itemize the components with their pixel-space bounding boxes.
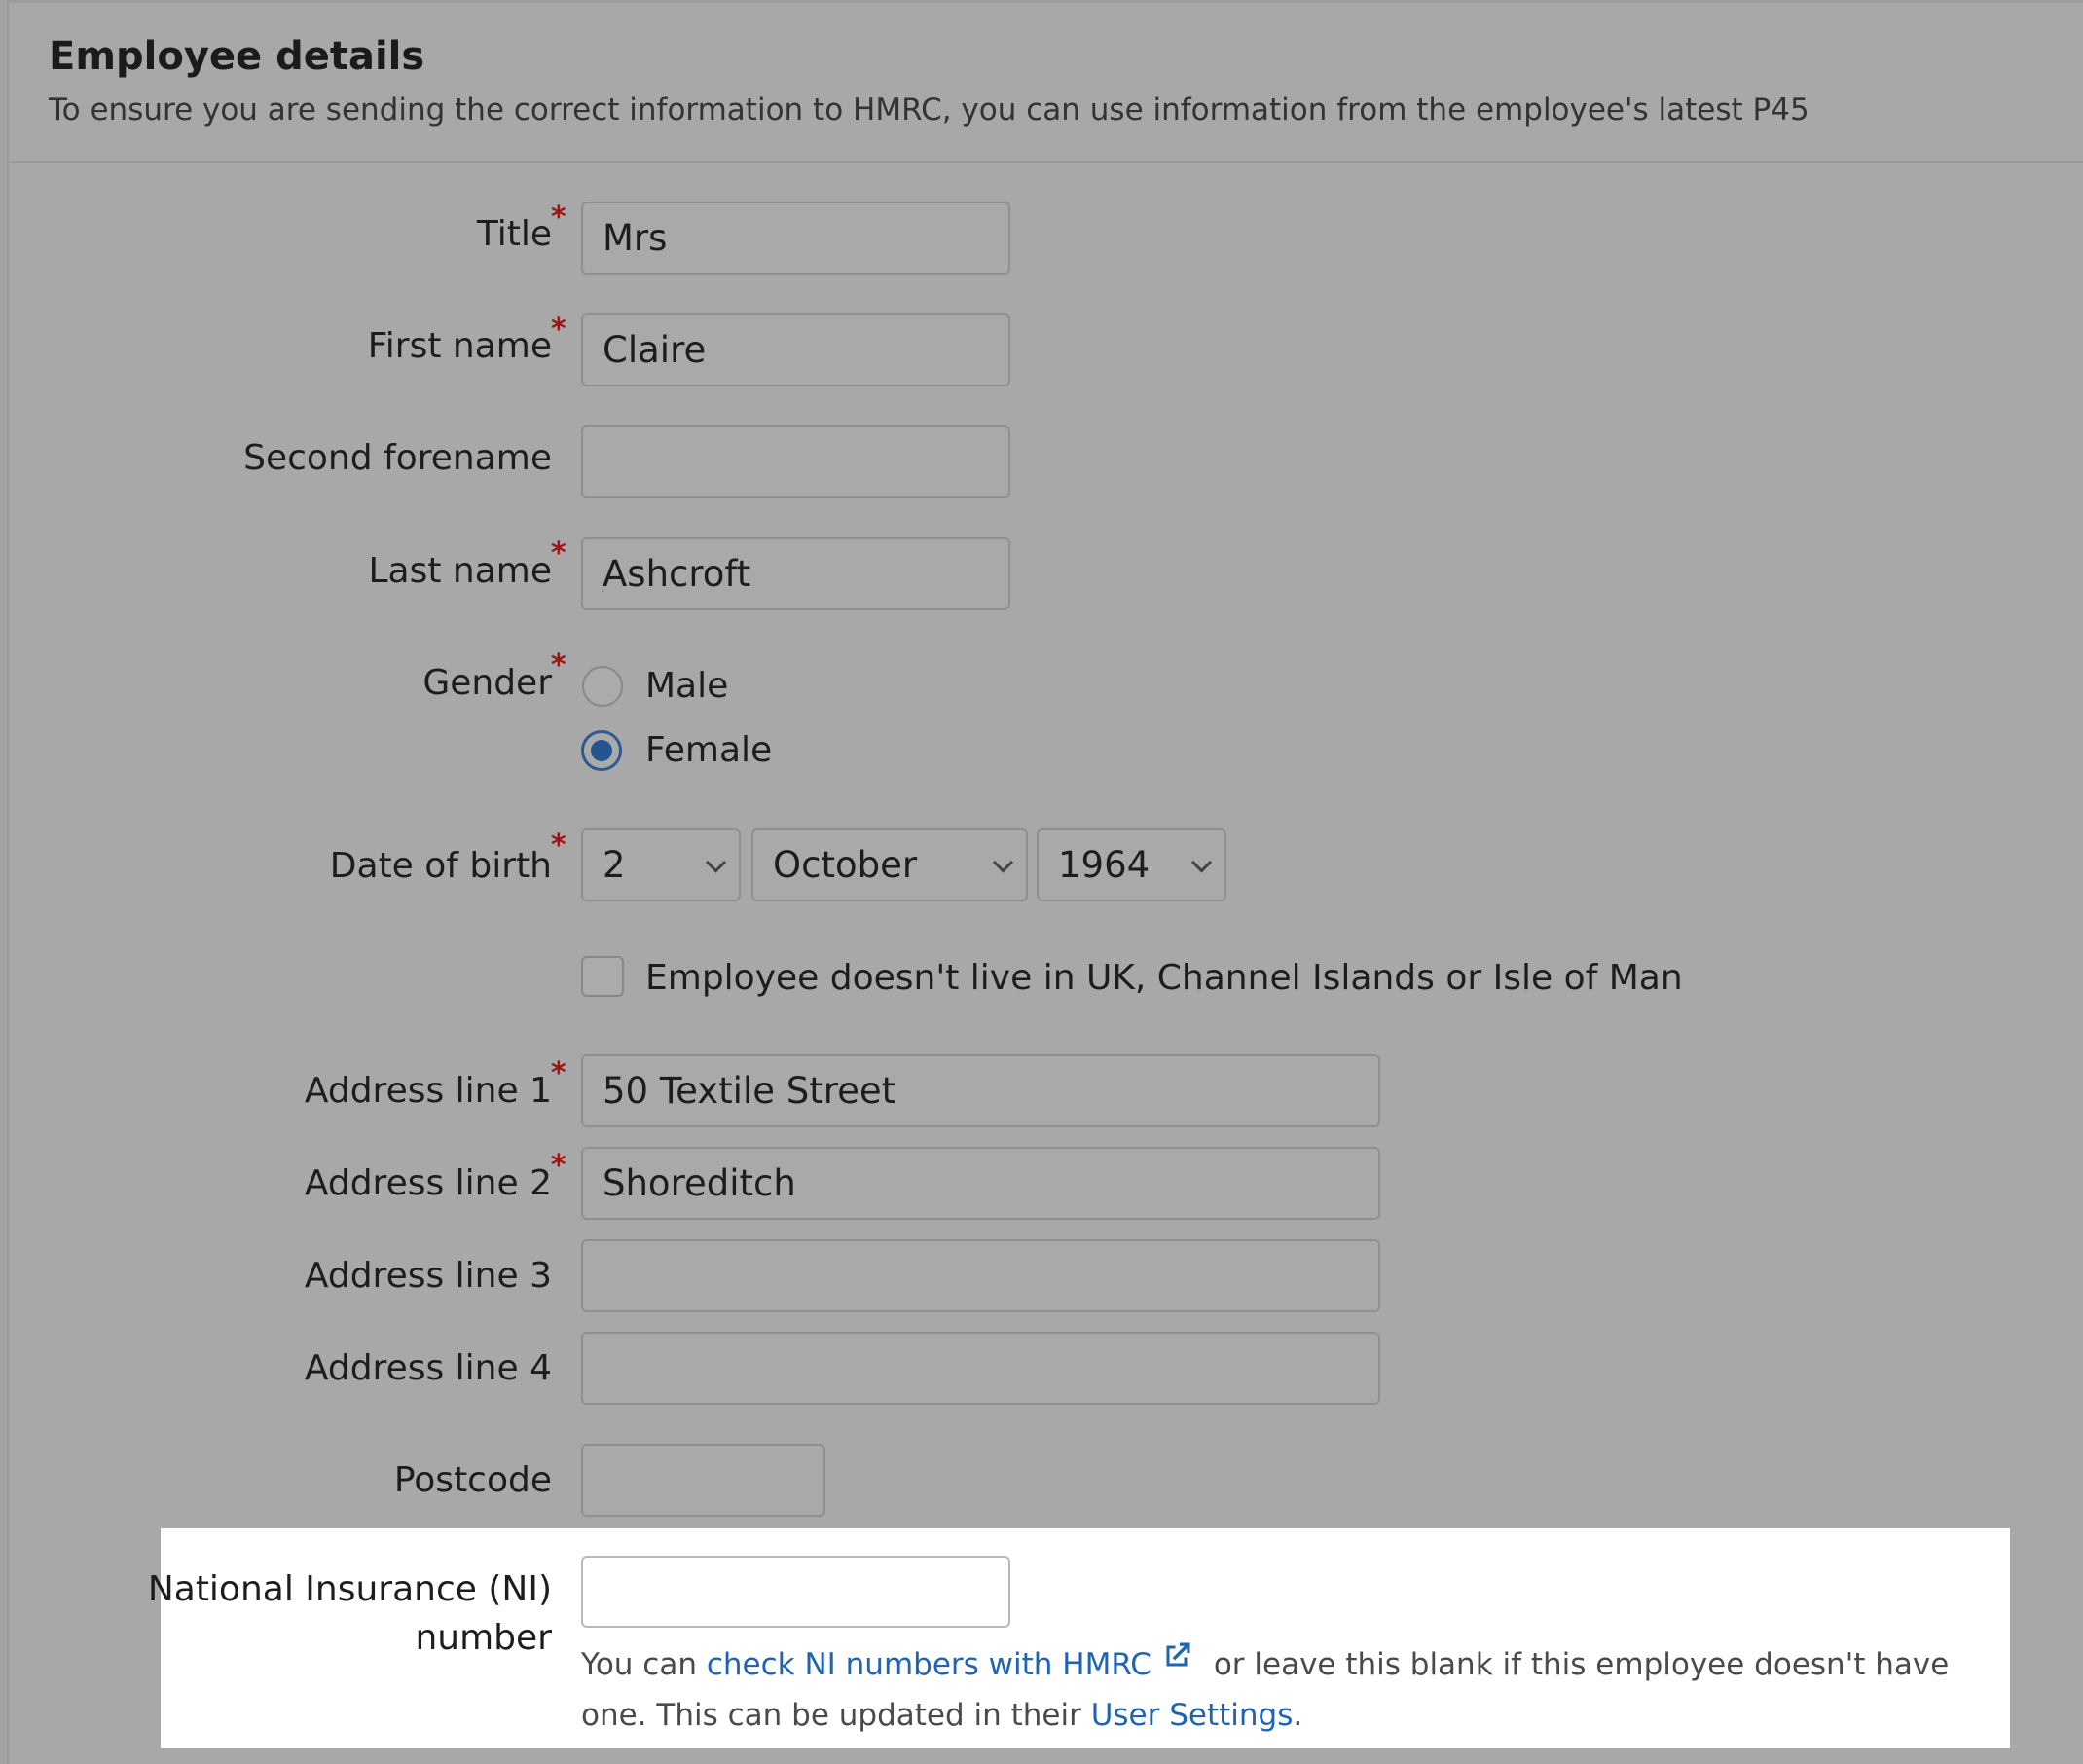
- gender-male-radio[interactable]: [582, 666, 623, 707]
- gender-label: Gender: [422, 663, 552, 703]
- required-marker: *: [551, 828, 566, 863]
- dob-month-value: October: [773, 844, 918, 886]
- required-marker: *: [551, 312, 566, 347]
- first-name-field[interactable]: Claire: [581, 313, 1010, 386]
- gender-female-radio[interactable]: [581, 730, 622, 771]
- user-settings-link[interactable]: User Settings: [1090, 1698, 1294, 1733]
- title-field[interactable]: Mrs: [581, 202, 1010, 275]
- address-line-4-field[interactable]: [581, 1332, 1380, 1405]
- address-line-3-field[interactable]: [581, 1239, 1380, 1312]
- last-name-label: Last name: [368, 551, 552, 591]
- required-marker: *: [551, 1149, 566, 1183]
- ni-help-middle: or leave this blank if this employee doesn't have one. This can be updated in their: [581, 1647, 1950, 1733]
- second-forename-field[interactable]: [581, 425, 1010, 498]
- non-uk-checkbox-label[interactable]: Employee doesn't live in UK, Channel Islands or Isle of Man: [645, 958, 1683, 998]
- address-line-2-label: Address line 2: [304, 1163, 552, 1203]
- required-marker: *: [551, 536, 566, 570]
- dob-year-value: 1964: [1058, 844, 1151, 886]
- section-header: [10, 3, 2083, 163]
- address-line-4-label: Address line 4: [304, 1348, 552, 1388]
- ni-label-line-1: National Insurance (NI): [147, 1569, 552, 1609]
- ni-number-field[interactable]: [581, 1556, 1010, 1628]
- check-ni-link[interactable]: check NI numbers with HMRC: [706, 1647, 1151, 1682]
- required-marker: *: [551, 1056, 566, 1090]
- address-line-1-field[interactable]: 50 Textile Street: [581, 1054, 1380, 1127]
- address-line-1-label: Address line 1: [304, 1071, 552, 1111]
- first-name-label: First name: [367, 326, 552, 366]
- date-of-birth-label: Date of birth: [329, 846, 552, 886]
- non-uk-checkbox[interactable]: [581, 956, 624, 997]
- chevron-down-icon: [1191, 852, 1212, 872]
- address-line-2-field[interactable]: Shoreditch: [581, 1147, 1380, 1220]
- ni-help-suffix: .: [1293, 1698, 1303, 1733]
- required-marker: *: [551, 648, 566, 682]
- ni-help-text: [581, 1640, 2002, 1740]
- dob-day-value: 2: [603, 844, 626, 886]
- chevron-down-icon: [706, 852, 726, 872]
- ni-number-label: [148, 1565, 552, 1663]
- gender-male-label[interactable]: Male: [645, 666, 729, 706]
- dob-day-select[interactable]: [581, 828, 741, 901]
- dob-year-select[interactable]: [1037, 828, 1226, 901]
- title-label: Title: [476, 214, 552, 254]
- ni-label-line-2: number: [415, 1618, 552, 1658]
- page-left-edge: [0, 0, 9, 1764]
- section-subtitle: To ensure you are sending the correct information to HMRC, you can use information from the employee's latest P45: [49, 92, 1809, 128]
- gender-female-label[interactable]: Female: [645, 730, 773, 770]
- section-title: Employee details: [49, 34, 425, 79]
- second-forename-label: Second forename: [243, 438, 552, 478]
- dob-month-select[interactable]: [751, 828, 1028, 901]
- last-name-field[interactable]: Ashcroft: [581, 537, 1010, 610]
- address-line-3-label: Address line 3: [304, 1256, 552, 1296]
- ni-help-prefix: You can: [581, 1647, 707, 1682]
- external-link-icon[interactable]: [1159, 1638, 1194, 1688]
- postcode-field[interactable]: [581, 1444, 825, 1517]
- chevron-down-icon: [993, 852, 1013, 872]
- required-marker: *: [551, 201, 566, 235]
- postcode-label: Postcode: [393, 1460, 552, 1500]
